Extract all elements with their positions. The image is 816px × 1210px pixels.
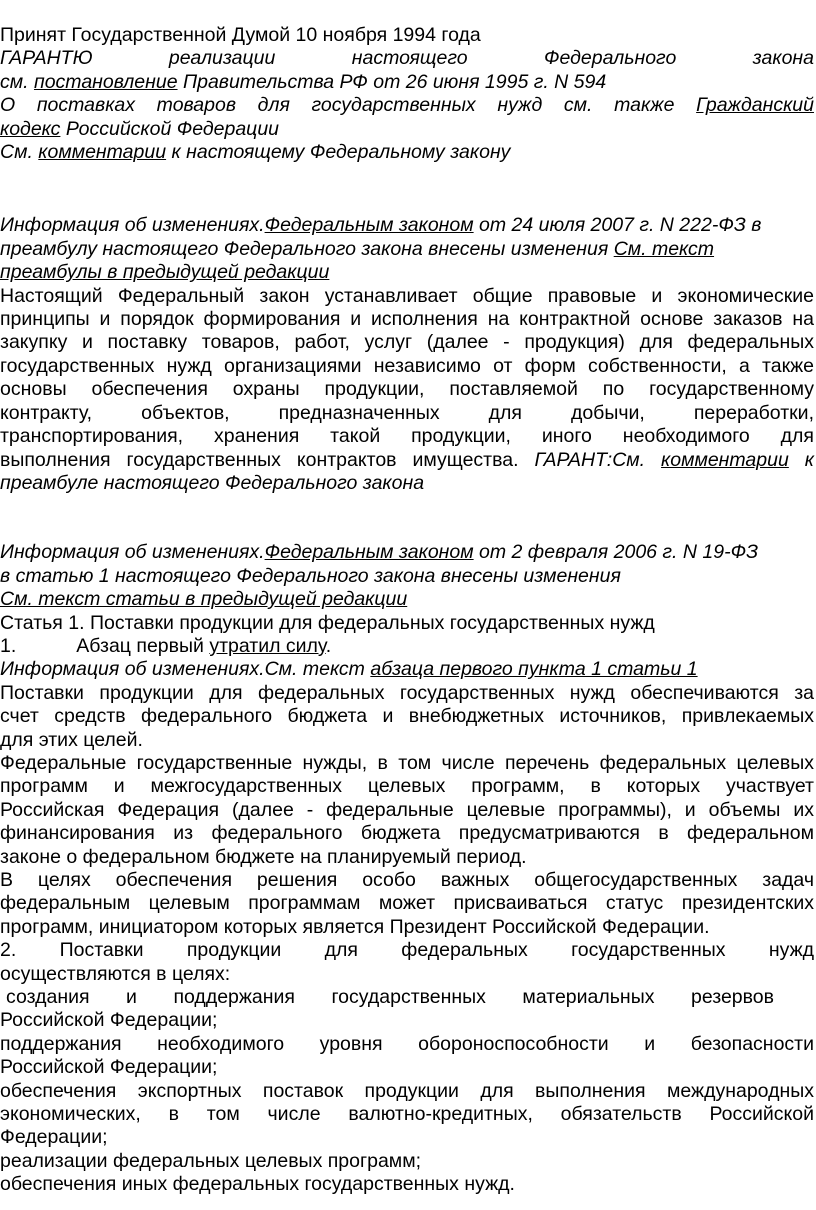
preamble-text: выполнения государственных контрактов имущества. xyxy=(0,448,519,471)
change-text: от 2 февраля 2006 г. N 19-ФЗ xyxy=(479,541,759,564)
lost-force-link[interactable]: утратил силу xyxy=(209,634,326,657)
paragraph-text: Абзац первый xyxy=(76,634,204,657)
paragraph-word: государственных xyxy=(571,939,726,962)
list-item-cont: экономических, в том числе валютно-кредитных, обязательств Российской xyxy=(0,1103,814,1126)
list-item: поддержания необходимого уровня обороноспособности и безопасности xyxy=(0,1032,814,1055)
prev-preamble-link-2[interactable]: преамбулы в предыдущей редакции xyxy=(0,261,330,284)
preamble-final: преамбуле настоящего Федерального закона xyxy=(0,471,425,494)
para-a-line: для этих целей. xyxy=(0,728,143,751)
change-info-3 xyxy=(0,658,814,681)
paragraph-2 xyxy=(0,939,814,962)
para-b-line: финансирования из федерального бюджета предусматриваются в федеральном xyxy=(0,822,814,845)
prev-preamble-link[interactable]: См. текст xyxy=(613,237,715,260)
federal-law-link-1[interactable]: Федеральным законом xyxy=(264,214,474,237)
article-title: Статья 1. Поставки продукции для федеральных государственных нужд xyxy=(0,611,655,634)
change-info-2 xyxy=(0,541,814,564)
paragraph-word: федеральных xyxy=(401,939,528,962)
list-item: реализации федеральных целевых программ; xyxy=(0,1149,422,1172)
para-c-line: программ, инициатором которых является Президент Российской Федерации. xyxy=(0,915,710,938)
preamble-tail: к xyxy=(804,448,814,471)
para-b-line: программ и межгосударственных целевых программ, в которых участвует xyxy=(0,775,814,798)
paragraph-1 xyxy=(0,635,814,658)
list-item-cont: Российской Федерации; xyxy=(0,1056,218,1079)
list-item: обеспечения иных федеральных государственных нужд. xyxy=(0,1173,515,1196)
change-text: от 24 июля 2007 г. N 222-ФЗ в xyxy=(479,214,762,237)
para-b-line: Федеральные государственные нужды, в том числе перечень федеральных целевых xyxy=(0,751,814,774)
change-info-2c xyxy=(0,588,814,611)
comment-rest: к настоящему Федеральному закону xyxy=(171,141,511,164)
garant-word: Федерального xyxy=(544,47,677,70)
para-b-line: Российская Федерация (далее - федеральные целевые программы), и объемы их xyxy=(0,798,814,821)
resolution-rest: Правительства РФ от 26 июня 1995 г. N 594 xyxy=(182,70,607,93)
change-label: Информация об изменениях. xyxy=(0,214,265,237)
supply-word: государственных xyxy=(311,94,476,117)
resolution-link[interactable]: постановление xyxy=(33,70,178,93)
garant-word: закона xyxy=(752,47,814,70)
garant-line xyxy=(0,47,814,70)
civil-code-rest: Российской Федерации xyxy=(65,117,280,140)
supply-word: см. xyxy=(563,94,593,117)
paragraph-word: для xyxy=(324,939,358,962)
list-item: обеспечения экспортных поставок продукции для выполнения международных xyxy=(0,1079,814,1102)
list-item-cont: Федерации; xyxy=(0,1126,108,1149)
supply-word: товаров xyxy=(156,94,237,117)
supply-line xyxy=(0,94,814,117)
supply-word: для xyxy=(257,94,290,117)
preamble-line: контракту, объектов, предназначенных для добычи, переработки, xyxy=(0,401,814,424)
federal-law-link-2[interactable]: Федеральным законом xyxy=(264,541,474,564)
paragraph-end: . xyxy=(325,634,332,657)
change-label: Информация об изменениях. xyxy=(0,541,265,564)
preamble-line: государственных нужд организациями независимо от форм собственности, а также xyxy=(0,354,814,377)
change-text: Информация об изменениях.См. текст xyxy=(0,658,365,681)
para-a-line: Поставки продукции для федеральных государственных нужд обеспечиваются за xyxy=(0,681,814,704)
garant-note: ГАРАНТ:См. xyxy=(534,448,646,471)
commentary-line xyxy=(0,141,814,164)
preamble-line: транспортирования, хранения такой продукции, иного необходимого для xyxy=(0,425,814,448)
garant-word: реализации xyxy=(168,47,276,70)
commentary-link[interactable]: комментарии xyxy=(38,141,167,164)
supply-word: нужд xyxy=(497,94,543,117)
paragraph-word: нужд xyxy=(768,939,814,962)
civil-code-link[interactable]: Гражданский xyxy=(696,94,814,117)
see-prefix: см. xyxy=(0,70,29,93)
resolution-line xyxy=(0,71,814,94)
para-b-line: законе о федеральном бюджете на планируемый период. xyxy=(0,845,527,868)
comment-prefix: См. xyxy=(0,141,33,164)
prev-article-link[interactable]: См. текст статьи в предыдущей редакции xyxy=(0,588,408,611)
civil-code-link-2[interactable]: кодекс xyxy=(0,117,61,140)
change-info-1c xyxy=(0,261,814,284)
paragraph-word: продукции xyxy=(186,939,282,962)
preamble-line: закупку и поставку товаров, работ, услуг (далее - продукция) для федеральных xyxy=(0,331,814,354)
list-item: создания и поддержания государственных материальных резервов xyxy=(6,986,774,1009)
paragraph-word: Поставки xyxy=(59,939,144,962)
adoption-line: Принят Государственной Думой 10 ноября 1994 года xyxy=(0,24,481,46)
preamble-line xyxy=(0,449,814,472)
supply-word: также xyxy=(614,94,675,117)
supply-prefix: О xyxy=(0,94,16,117)
preamble-line: основы обеспечения охраны продукции, поставляемой по государственному xyxy=(0,378,814,401)
list-item-cont: Российской Федерации; xyxy=(0,1009,218,1032)
garant-word: ГАРАНТЮ xyxy=(0,47,93,70)
civil-code-line xyxy=(0,118,814,141)
para-c-line: В целях обеспечения решения особо важных общегосударственных задач xyxy=(0,869,814,891)
preamble-commentary-link[interactable]: комментарии xyxy=(661,448,789,471)
paragraph-number: 2. xyxy=(0,939,17,962)
paragraph-number: 1. xyxy=(0,634,17,657)
supply-word: поставках xyxy=(36,94,136,117)
prev-paragraph-link[interactable]: абзаца первого пункта 1 статьи 1 xyxy=(370,658,698,681)
preamble-line: Настоящий Федеральный закон устанавливает общие правовые и экономические xyxy=(0,284,814,307)
para-c-line: федеральным целевым программам может присваиваться статус президентских xyxy=(0,892,814,915)
garant-word: настоящего xyxy=(351,47,468,70)
para-a-line: счет средств федерального бюджета и внебюджетных источников, привлекаемых xyxy=(0,705,814,728)
paragraph-2-end: осуществляются в целях: xyxy=(0,962,231,985)
change-info-1 xyxy=(0,214,814,237)
preamble-line: принципы и порядок формирования и исполнения на контрактной основе заказов на xyxy=(0,308,814,331)
change-text: преамбулу настоящего Федерального закона внесены изменения xyxy=(0,237,609,260)
change-info-2b: в статью 1 настоящего Федерального закона внесены изменения xyxy=(0,564,621,587)
change-info-1b xyxy=(0,238,814,261)
